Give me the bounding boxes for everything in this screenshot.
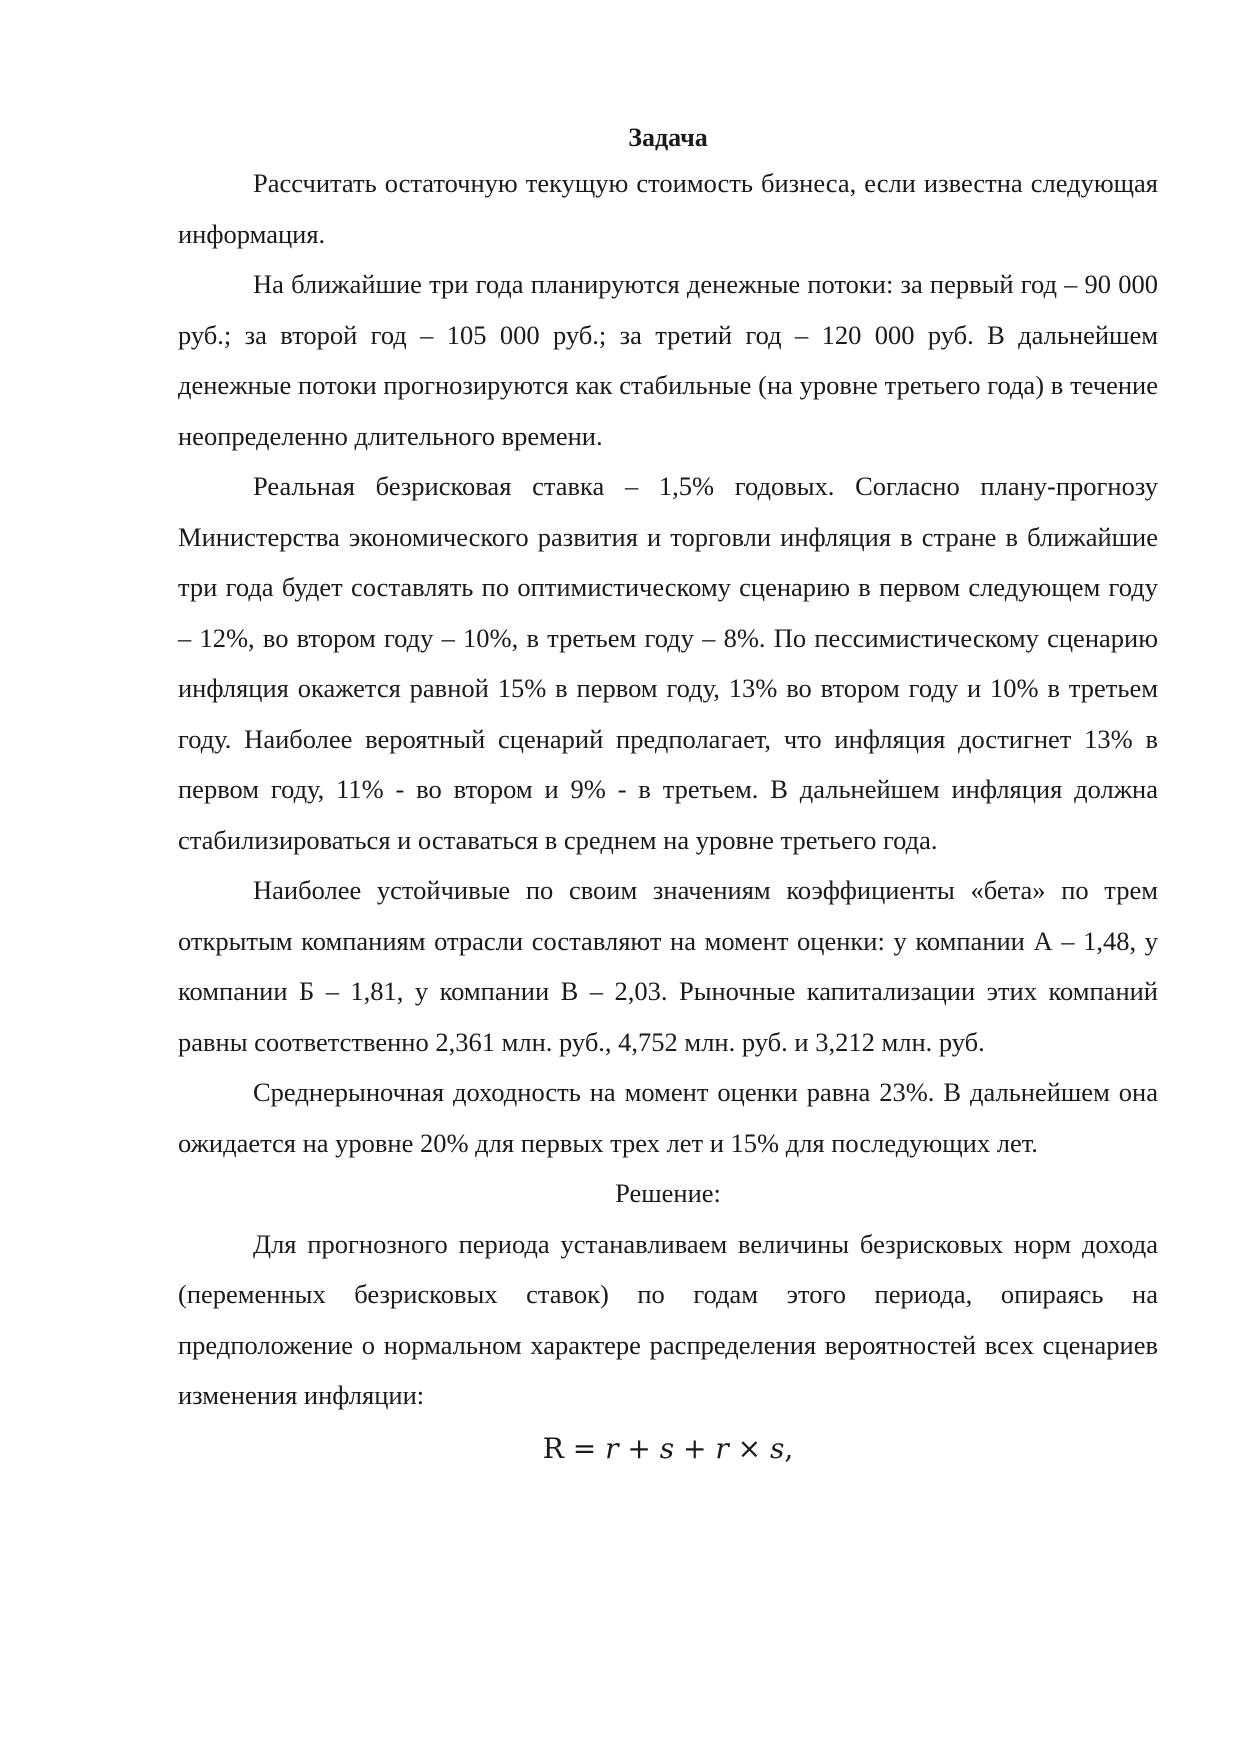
- formula-r: r: [605, 1431, 619, 1465]
- formula-s-2: s: [770, 1431, 785, 1465]
- paragraph-inflation: Реальная безрисковая ставка – 1,5% годовых. Согласно плану-прогнозу Министерства экономического развития и торговли инфляция в стране в ближайшие три года будет составлять по оптимистическому сценарию в первом следующем году – 12%, во втором году – 10%, в третьем году – 8%. По пессимистическому сценарию инфляция окажется равной 15% в первом году, 13% во втором году и 10% в третьем году. Наиболее вероятный сценарий предполагает, что инфляция достигнет 13% в первом году, 11% - во втором и 9% - в третьем. В дальнейшем инфляция должна стабилизироваться и оставаться в среднем на уровне третьего года.: [178, 471, 1158, 855]
- formula-plus-2: +: [674, 1431, 716, 1465]
- formula: [178, 1421, 1158, 1477]
- paragraph-task: Рассчитать остаточную текущую стоимость бизнеса, если известна следующая информация.: [178, 168, 1158, 249]
- formula-times: ×: [728, 1431, 771, 1465]
- formula-comma: ,: [784, 1431, 794, 1465]
- paragraph-market-return: Среднерыночная доходность на момент оценки равна 23%. В дальнейшем она ожидается на уровне 20% для первых трех лет и 15% для последующих лет.: [178, 1077, 1158, 1158]
- problem-title: Задача: [628, 123, 708, 152]
- paragraph-solution: Для прогнозного периода устанавливаем величины безрисковых норм дохода (переменных безрисковых ставок) по годам этого периода, опираясь на предположение о нормальном характере распределения вероятностей всех сценариев изменения инфляции:: [178, 1228, 1158, 1410]
- paragraph-beta: Наиболее устойчивые по своим значениям коэффициенты «бета» по трем открытым компаниям отрасли составляют на момент оценки: у компании А – 1,48, у компании Б – 1,81, у компании В – 2,03. Рыночные капитализации этих компаний равны соответственно 2,361 млн. руб., 4,752 млн. руб. и 3,212 млн. руб.: [178, 875, 1158, 1057]
- formula-plus: +: [618, 1431, 660, 1465]
- formula-equals: =: [563, 1431, 606, 1465]
- formula-lhs: R: [542, 1431, 564, 1465]
- formula-s: s: [659, 1431, 675, 1465]
- formula-r-2: r: [715, 1431, 729, 1465]
- solution-heading: Решение:: [615, 1178, 721, 1208]
- paragraph-cash-flows: На ближайшие три года планируются денежные потоки: за первый год – 90 000 руб.; за второй год – 105 000 руб.; за третий год – 120 000 руб. В дальнейшем денежные потоки прогнозируются как стабильные (на уровне третьего года) в течение неопределенно длительного времени.: [178, 269, 1158, 451]
- document-content: [178, 118, 1158, 1477]
